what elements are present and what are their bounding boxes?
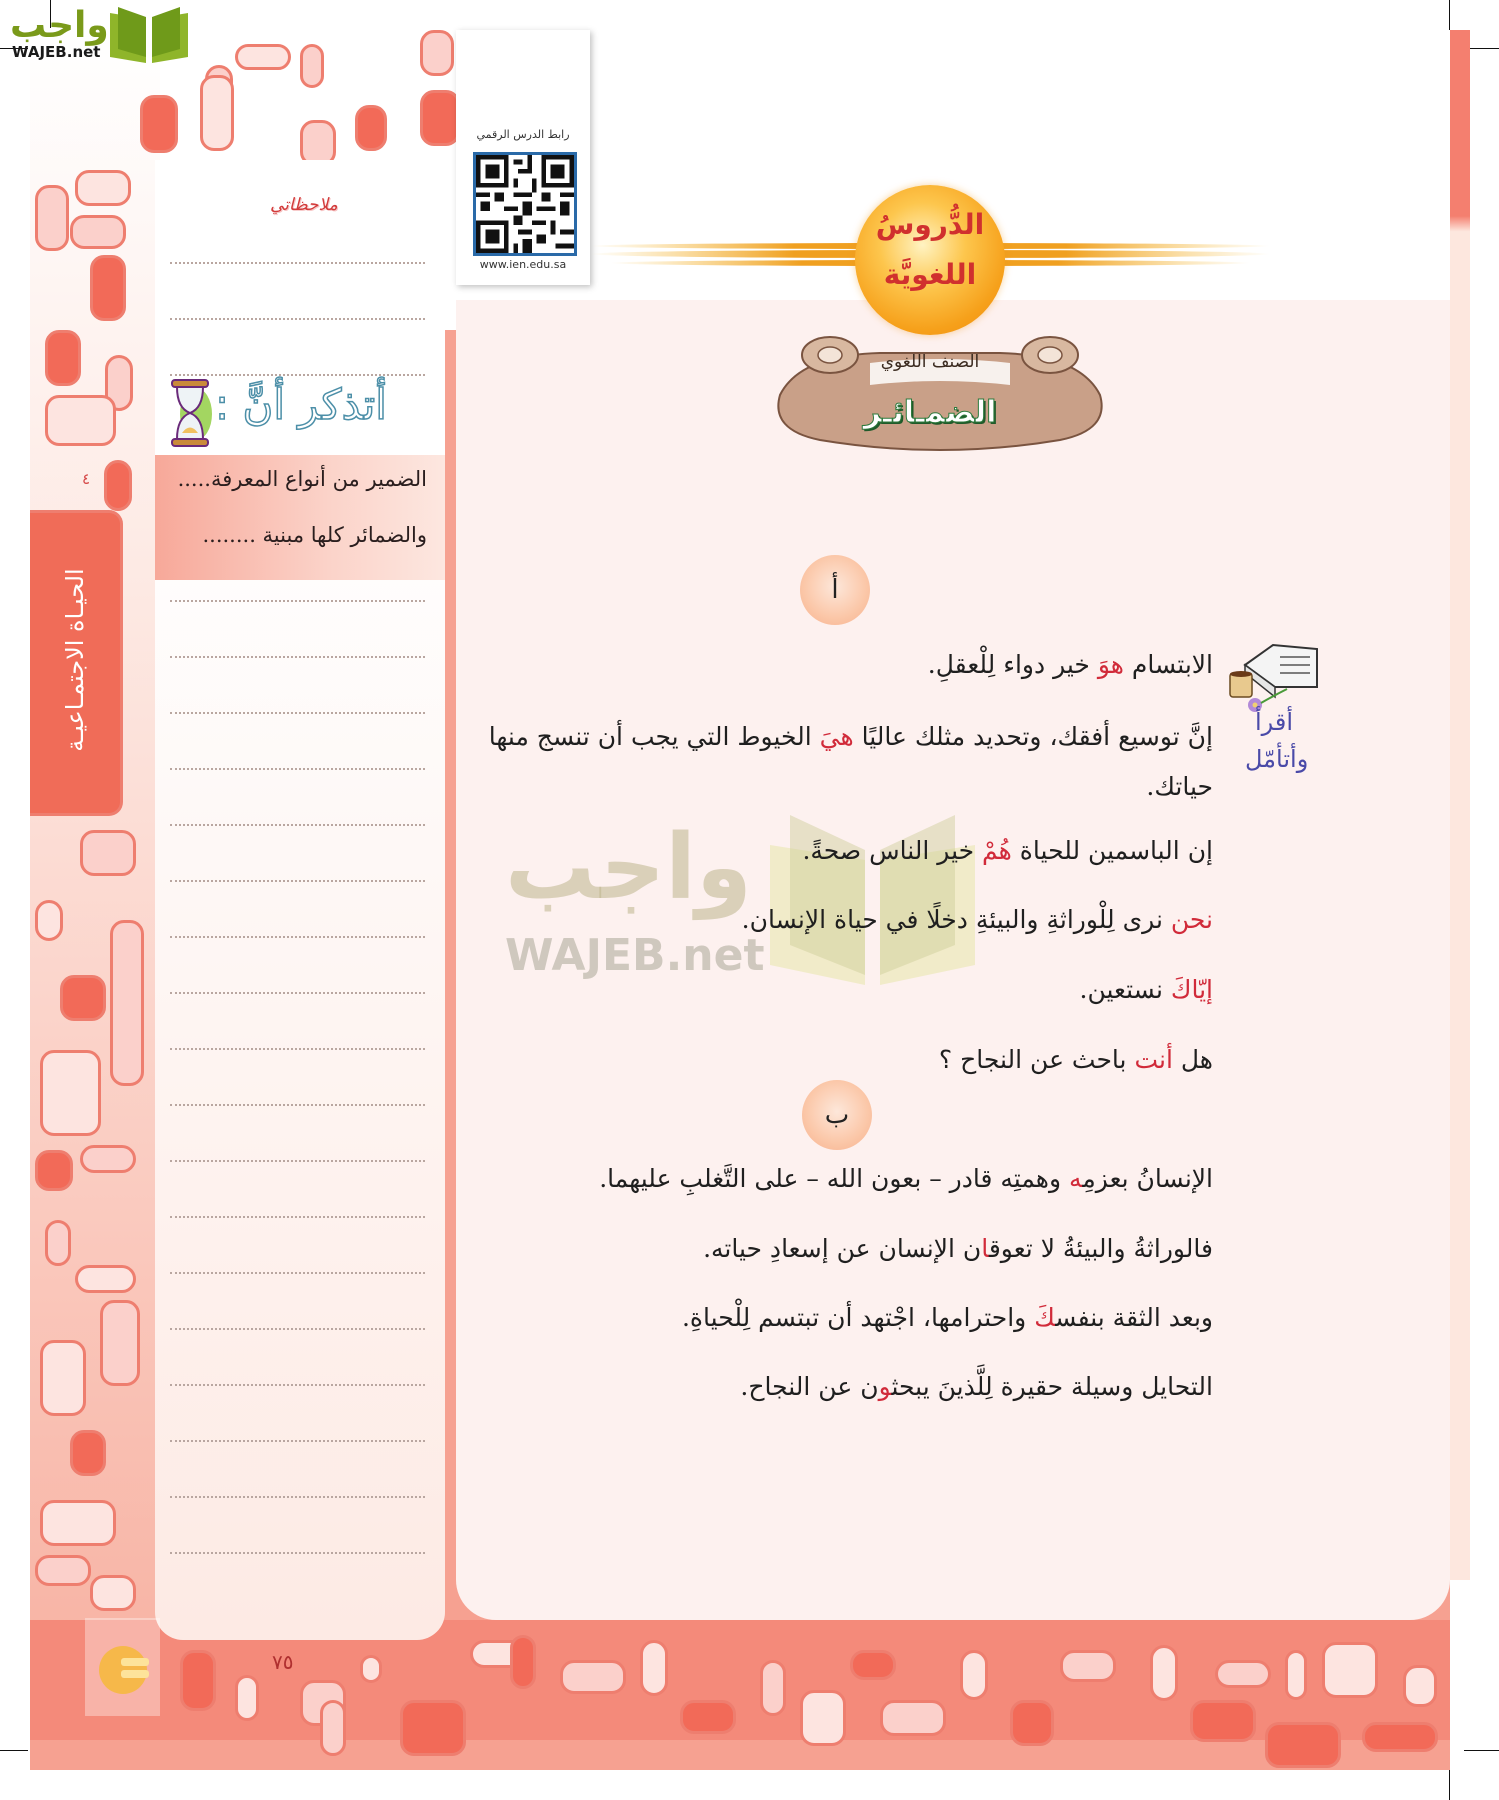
note-line[interactable] <box>170 318 425 320</box>
decor-pill <box>1190 1700 1256 1742</box>
sentence-text: الإنسانُ بعزمِ <box>1082 1164 1213 1193</box>
decor-pill <box>1215 1660 1271 1688</box>
example-sentence <box>802 836 1213 865</box>
read-label: أقرأ <box>1255 708 1294 736</box>
note-line[interactable] <box>170 1216 425 1218</box>
note-line[interactable] <box>170 1160 425 1162</box>
decor-pill <box>40 1050 101 1136</box>
note-line[interactable] <box>170 656 425 658</box>
decor-pill <box>110 920 144 1086</box>
pronoun-highlight: ه <box>1069 1164 1083 1193</box>
decor-pill <box>760 1660 786 1716</box>
decor-pill <box>1322 1642 1378 1698</box>
watermark-arabic: واجب <box>505 815 752 920</box>
decor-pill <box>35 1150 73 1191</box>
remember-title: أتذكر أنَّ : <box>215 380 387 429</box>
decor-pill <box>800 1690 846 1746</box>
open-book-logo-icon <box>108 5 190 63</box>
decor-pill <box>75 1265 136 1293</box>
decor-pill <box>355 105 387 151</box>
qr-caption: رابط الدرس الرقمي <box>476 128 570 141</box>
note-line[interactable] <box>170 936 425 938</box>
note-line[interactable] <box>170 1328 425 1330</box>
note-line[interactable] <box>170 1384 425 1386</box>
hourglass-icon <box>168 378 212 448</box>
decor-pill <box>960 1650 988 1700</box>
decor-pill <box>420 30 454 76</box>
decor-pill <box>100 1300 140 1386</box>
decor-pill <box>75 170 131 206</box>
decor-pill <box>35 900 63 941</box>
example-sentence <box>703 1234 1213 1263</box>
example-sentence <box>742 905 1213 934</box>
decor-pill <box>320 1700 346 1756</box>
pronoun-highlight: إيّاكَ <box>1170 975 1213 1004</box>
decor-pill <box>640 1640 668 1696</box>
logo-wordmark-latin: WAJEB.net <box>12 43 101 61</box>
sentence-text: خير دواء لِلْعقلِ. <box>927 650 1098 679</box>
sentence-text: نستعين. <box>1079 975 1171 1004</box>
qr-code-icon[interactable] <box>473 152 577 256</box>
crop-mark <box>1464 1750 1499 1751</box>
decor-pill <box>1150 1645 1178 1701</box>
sentence-text: إن الباسمين للحياة <box>1011 836 1213 865</box>
note-line[interactable] <box>170 600 425 602</box>
lesson-category: الصنف اللغوي <box>880 352 980 372</box>
remember-point: الضمير من أنواع المعرفة..... <box>177 467 427 491</box>
sentence-text: ن عن النجاح. <box>740 1372 879 1401</box>
note-line[interactable] <box>170 262 425 264</box>
sentence-text: واحترامها، اجْتهد أن تبتسم لِلْحياةِ. <box>681 1303 1035 1332</box>
qr-card[interactable] <box>456 30 590 285</box>
logo-wordmark-arabic: واجب <box>10 5 109 46</box>
sentence-text: خير الناس صحةً. <box>802 836 983 865</box>
decor-pill <box>880 1700 946 1736</box>
decor-pill <box>45 395 116 446</box>
example-sentence <box>740 1372 1213 1401</box>
decor-pill <box>35 1555 91 1586</box>
section-marker-a: أ <box>800 555 870 625</box>
example-sentence <box>928 650 1213 679</box>
publisher-logo-icon <box>85 1618 160 1716</box>
decor-pill <box>420 90 460 146</box>
decor-pill <box>40 1500 116 1546</box>
unit-tab-label: الحيـاة الاجتمـاعيـة <box>61 568 89 752</box>
example-sentence <box>682 1303 1213 1332</box>
decor-pill <box>180 1650 216 1711</box>
parchment-scroll-icon <box>760 325 1120 455</box>
example-sentence <box>599 1164 1213 1193</box>
pronoun-highlight: هيَ <box>819 722 854 751</box>
crop-mark <box>1449 0 1450 30</box>
section-marker-b: ب <box>802 1080 872 1150</box>
crop-mark <box>0 1750 28 1751</box>
decor-pill <box>60 975 106 1021</box>
pronoun-highlight: ا <box>981 1234 989 1263</box>
decor-pill <box>1362 1722 1438 1752</box>
pronoun-highlight: و <box>878 1372 892 1401</box>
notes-title: ملاحظاتي <box>270 195 338 215</box>
note-line[interactable] <box>170 1440 425 1442</box>
decor-pill <box>1403 1665 1437 1707</box>
pronoun-highlight: نحن <box>1170 905 1213 934</box>
decor-pill <box>680 1700 736 1734</box>
decor-pill <box>40 1340 86 1416</box>
sentence-text: نرى لِلْوراثةِ والبيئةِ دخلًا في حياة الإنسان. <box>741 905 1171 934</box>
decor-pill <box>560 1660 626 1694</box>
decor-pill <box>850 1650 896 1680</box>
decor-pill <box>90 255 126 321</box>
decor-pill <box>1010 1700 1054 1746</box>
decor-pill <box>510 1635 536 1689</box>
decor-pill <box>235 1675 259 1721</box>
note-line[interactable] <box>170 824 425 826</box>
sentence-text: الخيوط التي يجب أن تنسج منها حياتك. <box>488 722 1213 801</box>
page-number: ٧٥ <box>272 1650 294 1674</box>
note-line[interactable] <box>170 1272 425 1274</box>
reflect-label: وأتأمّل <box>1245 745 1309 773</box>
decor-pill <box>1285 1650 1307 1700</box>
sentence-text: وبعد الثقة بنفس <box>1055 1303 1213 1332</box>
note-line[interactable] <box>170 1496 425 1498</box>
decor-pill <box>235 44 291 70</box>
sentence-text: وهمتِه قادر – بعون الله – على التَّغلبِ عليهما. <box>599 1164 1069 1193</box>
note-line[interactable] <box>170 374 425 376</box>
decor-pill <box>90 1575 136 1611</box>
decor-pill <box>80 830 136 876</box>
emblem-title-line1: الدُّروسُ <box>875 208 985 241</box>
decor-pill <box>45 330 81 386</box>
sentence-text: إنَّ توسيع أفقك، وتحديد مثلك عاليًا <box>853 722 1213 751</box>
decor-pill <box>200 75 234 151</box>
example-sentence <box>939 1045 1213 1074</box>
example-sentence <box>483 712 1213 812</box>
decor-pill <box>300 44 324 88</box>
pronoun-highlight: هُمْ <box>982 836 1012 865</box>
lesson-topic: الضمـائـر <box>863 395 997 430</box>
sentence-text: التحايل وسيلة حقيرة لِلَّذينَ يبحث <box>891 1372 1213 1401</box>
pronoun-highlight: كَ <box>1034 1303 1056 1332</box>
right-edge-strip <box>1450 30 1470 1580</box>
qr-url[interactable]: www.ien.edu.sa <box>479 258 567 271</box>
decor-pill <box>45 1220 71 1266</box>
decor-pill <box>70 215 126 249</box>
decor-pill <box>80 1145 136 1173</box>
unit-number: ٤ <box>82 470 91 488</box>
crop-mark <box>1449 1765 1450 1800</box>
sentence-text: هل <box>1172 1045 1213 1074</box>
watermark-latin: WAJEB.net <box>505 930 765 981</box>
sentence-text: ن الإنسان عن إسعادِ حياته. <box>703 1234 982 1263</box>
example-sentence <box>1080 975 1213 1004</box>
decor-pill <box>35 185 69 251</box>
note-line[interactable] <box>170 768 425 770</box>
decor-pill <box>360 1655 382 1683</box>
decor-pill <box>104 460 132 511</box>
note-line[interactable] <box>170 1048 425 1050</box>
note-line[interactable] <box>170 992 425 994</box>
note-line[interactable] <box>170 712 425 714</box>
sentence-text: باحث عن النجاح ؟ <box>938 1045 1135 1074</box>
decor-pill <box>70 1430 106 1476</box>
decor-pill <box>1060 1650 1116 1682</box>
remember-box <box>155 455 445 580</box>
decor-pill <box>140 95 178 153</box>
note-line[interactable] <box>170 1552 425 1554</box>
note-line[interactable] <box>170 880 425 882</box>
sentence-text: فالوراثةُ والبيئةُ لا تعوق <box>988 1234 1213 1263</box>
pronoun-highlight: هوَ <box>1097 650 1124 679</box>
decor-pill <box>1265 1722 1341 1768</box>
emblem-title-line2: اللغويَّة <box>883 258 977 291</box>
sentence-text: الابتسام <box>1123 650 1213 679</box>
decor-pill <box>400 1700 466 1756</box>
publisher-badge <box>85 1618 160 1716</box>
remember-point: والضمائر كلها مبنية ........ <box>202 523 427 547</box>
pronoun-highlight: أنت <box>1134 1045 1173 1074</box>
note-line[interactable] <box>170 1104 425 1106</box>
